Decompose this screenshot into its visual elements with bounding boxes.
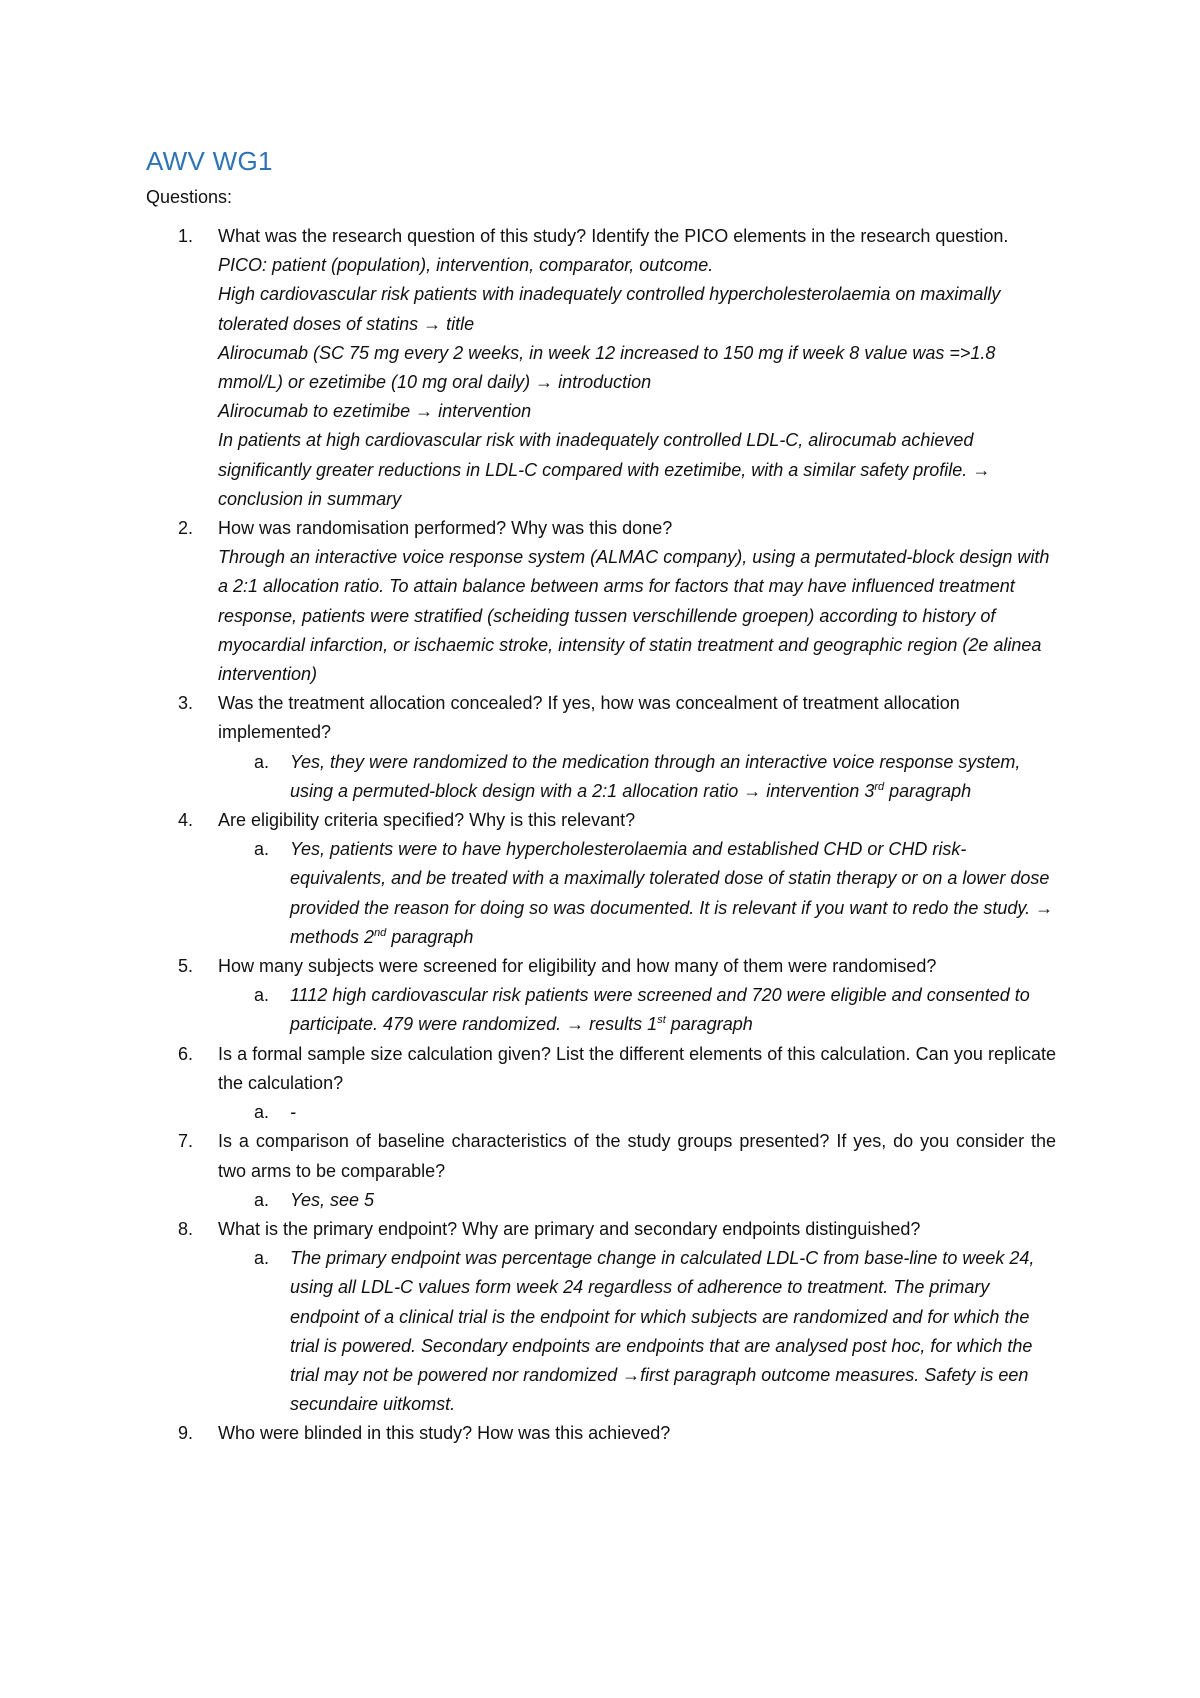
ordinal-suffix: rd <box>874 780 885 793</box>
answer-item <box>218 1098 1056 1127</box>
answer-text-tail: paragraph <box>665 1014 753 1035</box>
answer-text: Yes, patients were to have hypercholesterolaemia and established CHD or CHD risk-equivalents, and be treated with a maximally tolerated dose of statin therapy or on a lower dose provided the reason for doing so was documented. It is relevant if you want to redo the study. → methods 2 <box>290 839 1054 947</box>
questions-heading: Questions: <box>146 187 233 207</box>
answer-label: a. <box>254 1189 270 1210</box>
answer-text: Yes, they were randomized to the medication through an interactive voice response system, using a permuted-block design with a 2:1 allocation ratio → intervention 3 <box>290 751 1021 801</box>
answer-text: In patients at high cardiovascular risk with inadequately controlled LDL-C, alirocumab achieved significantly greater reductions in LDL-C compared with ezetimibe, with a similar safety profile. → conclusion in summary <box>218 430 991 509</box>
question-text: Was the treatment allocation concealed? If yes, how was concealment of treatment allocation implemented? <box>218 693 960 743</box>
question-number: 9. <box>178 1423 194 1444</box>
answer-item <box>218 1244 1056 1419</box>
answer-list <box>218 981 1056 1039</box>
ordinal-suffix: st <box>657 1014 666 1027</box>
answer-text: Alirocumab to ezetimibe → intervention <box>218 401 532 422</box>
question-number: 3. <box>178 693 194 714</box>
answer-text: Yes, see 5 <box>290 1189 375 1210</box>
question-text: What is the primary endpoint? Why are primary and secondary endpoints distinguished? <box>218 1218 921 1239</box>
answer-item <box>218 835 1056 952</box>
answer-label: a. <box>254 751 270 772</box>
answer-text: The primary endpoint was percentage change in calculated LDL-C from base-line to week 24, using all LDL-C values form week 24 regardless of adherence to treatment. The primary endpoint of a clinical trial is the endpoint for which subjects are randomized and for which the trial is powered. Secondary endpoints are endpoints that are analysed post hoc, for which the trial may not be powered nor randomized →first paragraph outcome measures. Safety is een secundaire uitkomst. <box>290 1248 1035 1415</box>
answer-list <box>218 835 1056 952</box>
question-text: What was the research question of this study? Identify the PICO elements in the research question. <box>218 226 1009 246</box>
question-item <box>146 689 1056 806</box>
question-number: 5. <box>178 956 194 977</box>
question-item <box>146 1215 1056 1419</box>
question-number: 8. <box>178 1218 194 1239</box>
question-item <box>146 222 1056 514</box>
question-text: Are eligibility criteria specified? Why is this relevant? <box>218 810 636 831</box>
question-item <box>146 806 1056 952</box>
question-text: Is a formal sample size calculation given? List the different elements of this calculation. Can you replicate the calculation? <box>218 1043 1056 1093</box>
question-text: How many subjects were screened for eligibility and how many of them were randomised? <box>218 956 937 977</box>
document-title: AWV WG1 <box>146 146 273 176</box>
answer-text: High cardiovascular risk patients with inadequately controlled hypercholesterolaemia on maximally tolerated doses of statins → title <box>218 284 1001 334</box>
answer-label: a. <box>254 1248 270 1269</box>
answer-text-tail: paragraph <box>884 780 972 801</box>
answer-label: a. <box>254 985 270 1006</box>
question-item <box>146 952 1056 1040</box>
answer-text: PICO: patient (population), intervention, comparator, outcome. <box>218 255 714 276</box>
document-body <box>146 146 1056 1449</box>
ordinal-suffix: nd <box>374 926 387 939</box>
question-number: 7. <box>178 1131 194 1152</box>
answer-item <box>218 981 1056 1039</box>
answer-list <box>218 1244 1056 1419</box>
question-text: Who were blinded in this study? How was this achieved? <box>218 1423 671 1444</box>
answer-text-tail: paragraph <box>386 926 474 947</box>
answer-text: Alirocumab (SC 75 mg every 2 weeks, in week 12 increased to 150 mg if week 8 value was =>1.8 mmol/L) or ezetimibe (10 mg oral daily) → introduction <box>218 342 996 393</box>
question-item <box>146 1040 1056 1128</box>
answer-item <box>218 748 1056 806</box>
question-text: Is a comparison of baseline characteristics of the study groups presented? If yes, do you consider the two arms to be comparable? <box>218 1131 1056 1181</box>
answer-label: a. <box>254 1102 270 1123</box>
answer-item <box>218 1186 1056 1215</box>
answer-list <box>218 1186 1056 1215</box>
question-number: 2. <box>178 518 194 539</box>
answer-list <box>218 1098 1056 1127</box>
question-number: 6. <box>178 1043 194 1064</box>
answer-text: Through an interactive voice response system (ALMAC company), using a permutated-block design with a 2:1 allocation ratio. To attain balance between arms for factors that may have influenced treatment response, patients were stratified (scheiding tussen verschillende groepen) according to history of myocardial infarction, or ischaemic stroke, intensity of statin treatment and geographic region (2e alinea intervention) <box>218 547 1050 685</box>
answer-text: - <box>290 1102 296 1123</box>
question-number: 1. <box>178 226 194 246</box>
question-list <box>146 222 1056 1449</box>
answer-label: a. <box>254 839 270 860</box>
answer-text: 1112 high cardiovascular risk patients were screened and 720 were eligible and consented to participate. 479 were randomized. → results 1 <box>290 985 1030 1035</box>
question-number: 4. <box>178 810 194 831</box>
answer-list <box>218 748 1056 806</box>
question-text: How was randomisation performed? Why was this done? <box>218 518 673 539</box>
question-item <box>146 514 1056 689</box>
question-item <box>146 1127 1056 1215</box>
question-item <box>146 1419 1056 1448</box>
